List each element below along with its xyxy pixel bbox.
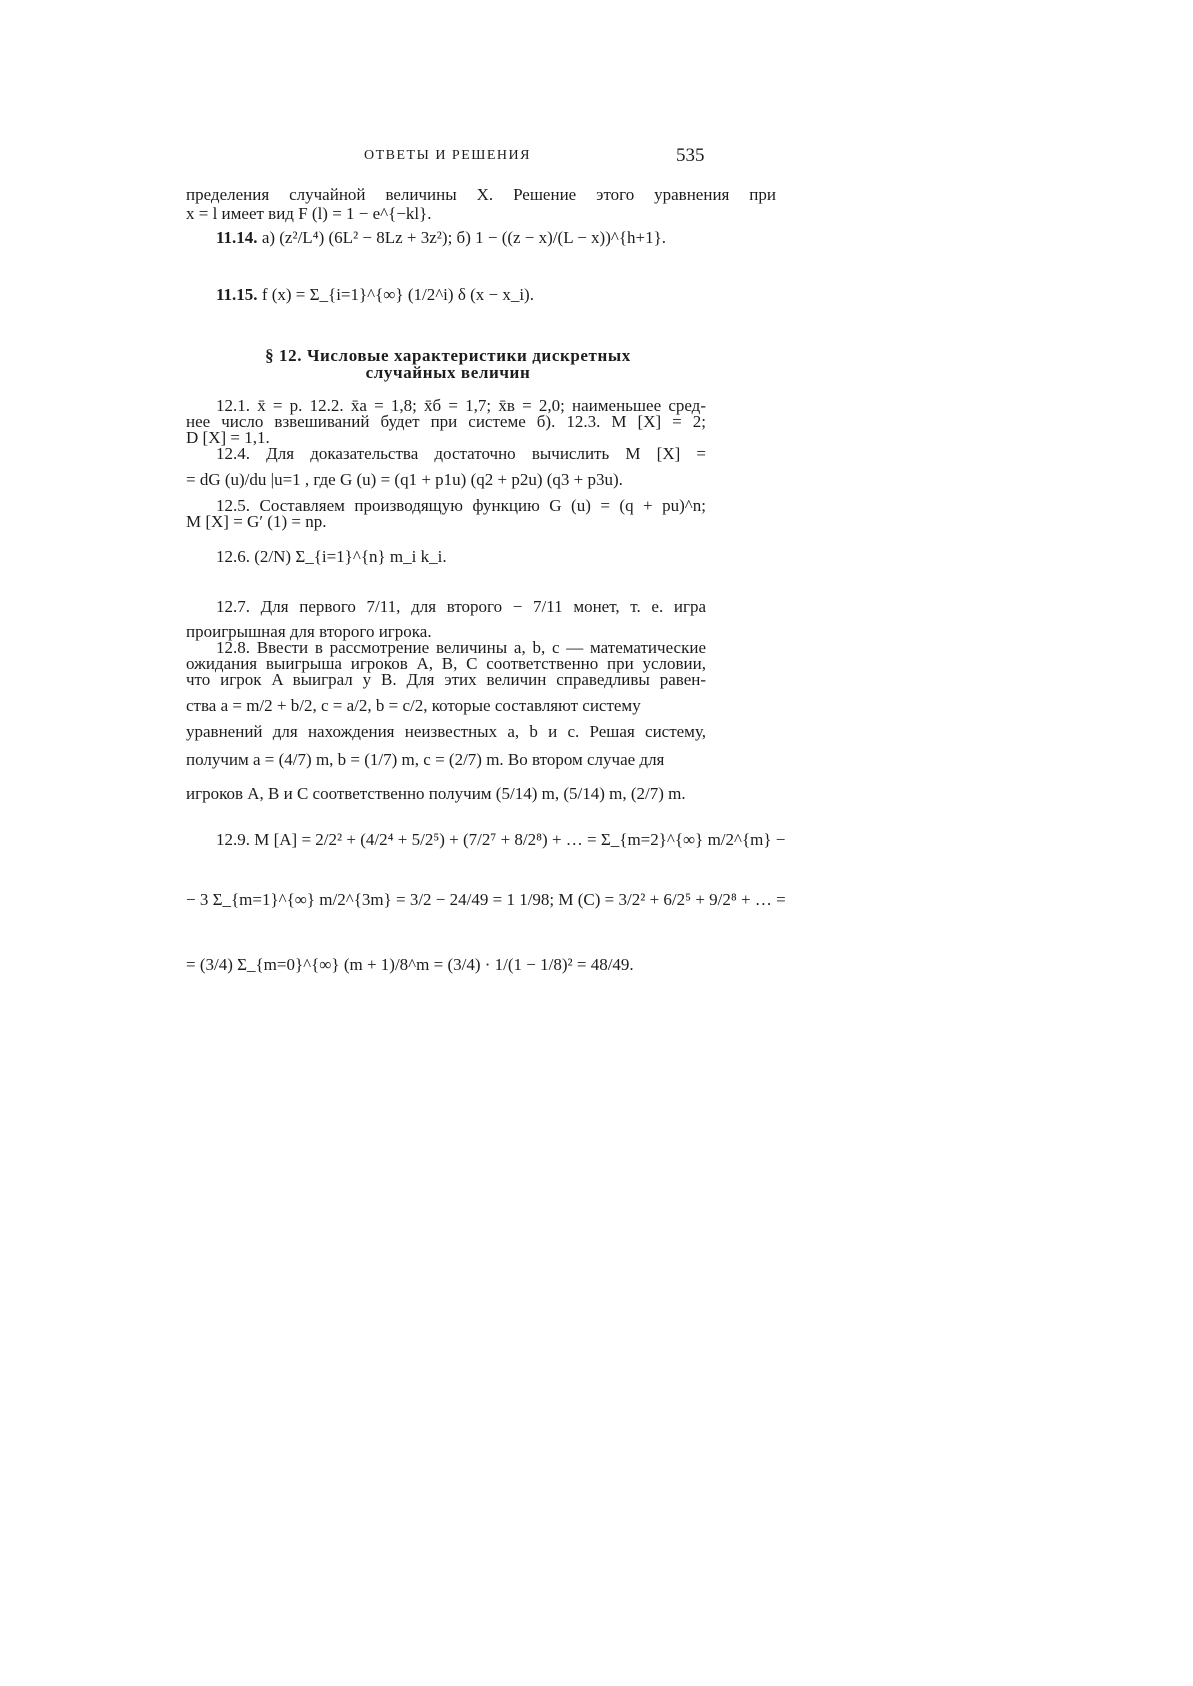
answer-12-9-line-2: − 3 Σ_{m=1}^{∞} m/2^{3m} = 3/2 − 24/49 = 1 1/98; M (C) = 3/2² + 6/2⁵ + 9/2⁸ + … = <box>186 890 786 909</box>
answer-formula: а) (z²/L⁴) (6L² − 8Lz + 3z²); б) 1 − ((z − x)/(L − x))^{h+1}. <box>261 228 666 247</box>
answer-11-15 <box>216 285 534 305</box>
running-title: ОТВЕТЫ И РЕШЕНИЯ <box>364 148 531 163</box>
intro-line-2: x = l имеет вид F (l) = 1 − e^{−kl}. <box>186 204 432 223</box>
intro-line-1: пределения случайной величины X. Решение этого уравнения при <box>186 185 776 204</box>
answer-12-8-line-1: 12.8. Ввести в рассмотрение величины a, b, c — математические <box>216 638 706 657</box>
answer-12-9-line-1: 12.9. M [A] = 2/2² + (4/2⁴ + 5/2⁵) + (7/2⁷ + 8/2⁸) + … = Σ_{m=2}^{∞} m/2^{m} − <box>216 830 786 849</box>
answer-number: 11.15. <box>216 285 258 304</box>
answer-12-4-line-1: 12.4. Для доказательства достаточно вычислить M [X] = <box>216 444 706 463</box>
answer-11-14 <box>216 228 666 248</box>
answer-formula: f (x) = Σ_{i=1}^{∞} (1/2^i) δ (x − x_i). <box>261 285 534 304</box>
answer-12-8-line-4: ства a = m/2 + b/2, c = a/2, b = c/2, которые составляют систему <box>186 696 641 715</box>
answer-12-8-line-6: получим a = (4/7) m, b = (1/7) m, c = (2/7) m. Во втором случае для <box>186 750 665 769</box>
answer-12-8-line-3: что игрок A выиграл у B. Для этих величин справедливы равен- <box>186 670 706 689</box>
answer-12-1-line-2: нее число взвешиваний будет при системе б). 12.3. M [X] = 2; <box>186 412 706 431</box>
answer-12-5-line-1: 12.5. Составляем производящую функцию G (u) = (q + pu)^n; <box>216 496 706 515</box>
answer-12-8-line-7: игроков A, B и C соответственно получим (5/14) m, (5/14) m, (2/7) m. <box>186 784 686 803</box>
answer-12-4-line-2: = dG (u)/du |u=1 , где G (u) = (q1 + p1u) (q2 + p2u) (q3 + p3u). <box>186 470 623 489</box>
answer-12-1-line-3: D [X] = 1,1. <box>186 428 270 447</box>
answer-12-9-line-3: = (3/4) Σ_{m=0}^{∞} (m + 1)/8^m = (3/4) · 1/(1 − 1/8)² = 48/49. <box>186 955 634 974</box>
answer-12-7-line-2: проигрышная для второго игрока. <box>186 622 432 641</box>
section-title: § 12. Числовые характеристики дискретных <box>265 346 631 365</box>
page-number: 535 <box>676 145 705 166</box>
answer-12-7-line-1: 12.7. Для первого 7/11, для второго − 7/11 монет, т. е. игра <box>216 597 706 616</box>
answer-12-8-line-5: уравнений для нахождения неизвестных a, b и c. Решая систему, <box>186 722 706 741</box>
answer-12-6: 12.6. (2/N) Σ_{i=1}^{n} m_i k_i. <box>216 547 447 566</box>
section-subtitle: случайных величин <box>365 363 531 382</box>
answer-12-1-line-1: 12.1. x̄ = p. 12.2. x̄a = 1,8; x̄б = 1,7; x̄в = 2,0; наименьшее сред- <box>216 396 706 415</box>
answer-number: 11.14. <box>216 228 258 247</box>
answer-12-5-line-2: M [X] = G′ (1) = np. <box>186 512 327 531</box>
answer-12-8-line-2: ожидания выигрыша игроков A, B, C соответственно при условии, <box>186 654 706 673</box>
